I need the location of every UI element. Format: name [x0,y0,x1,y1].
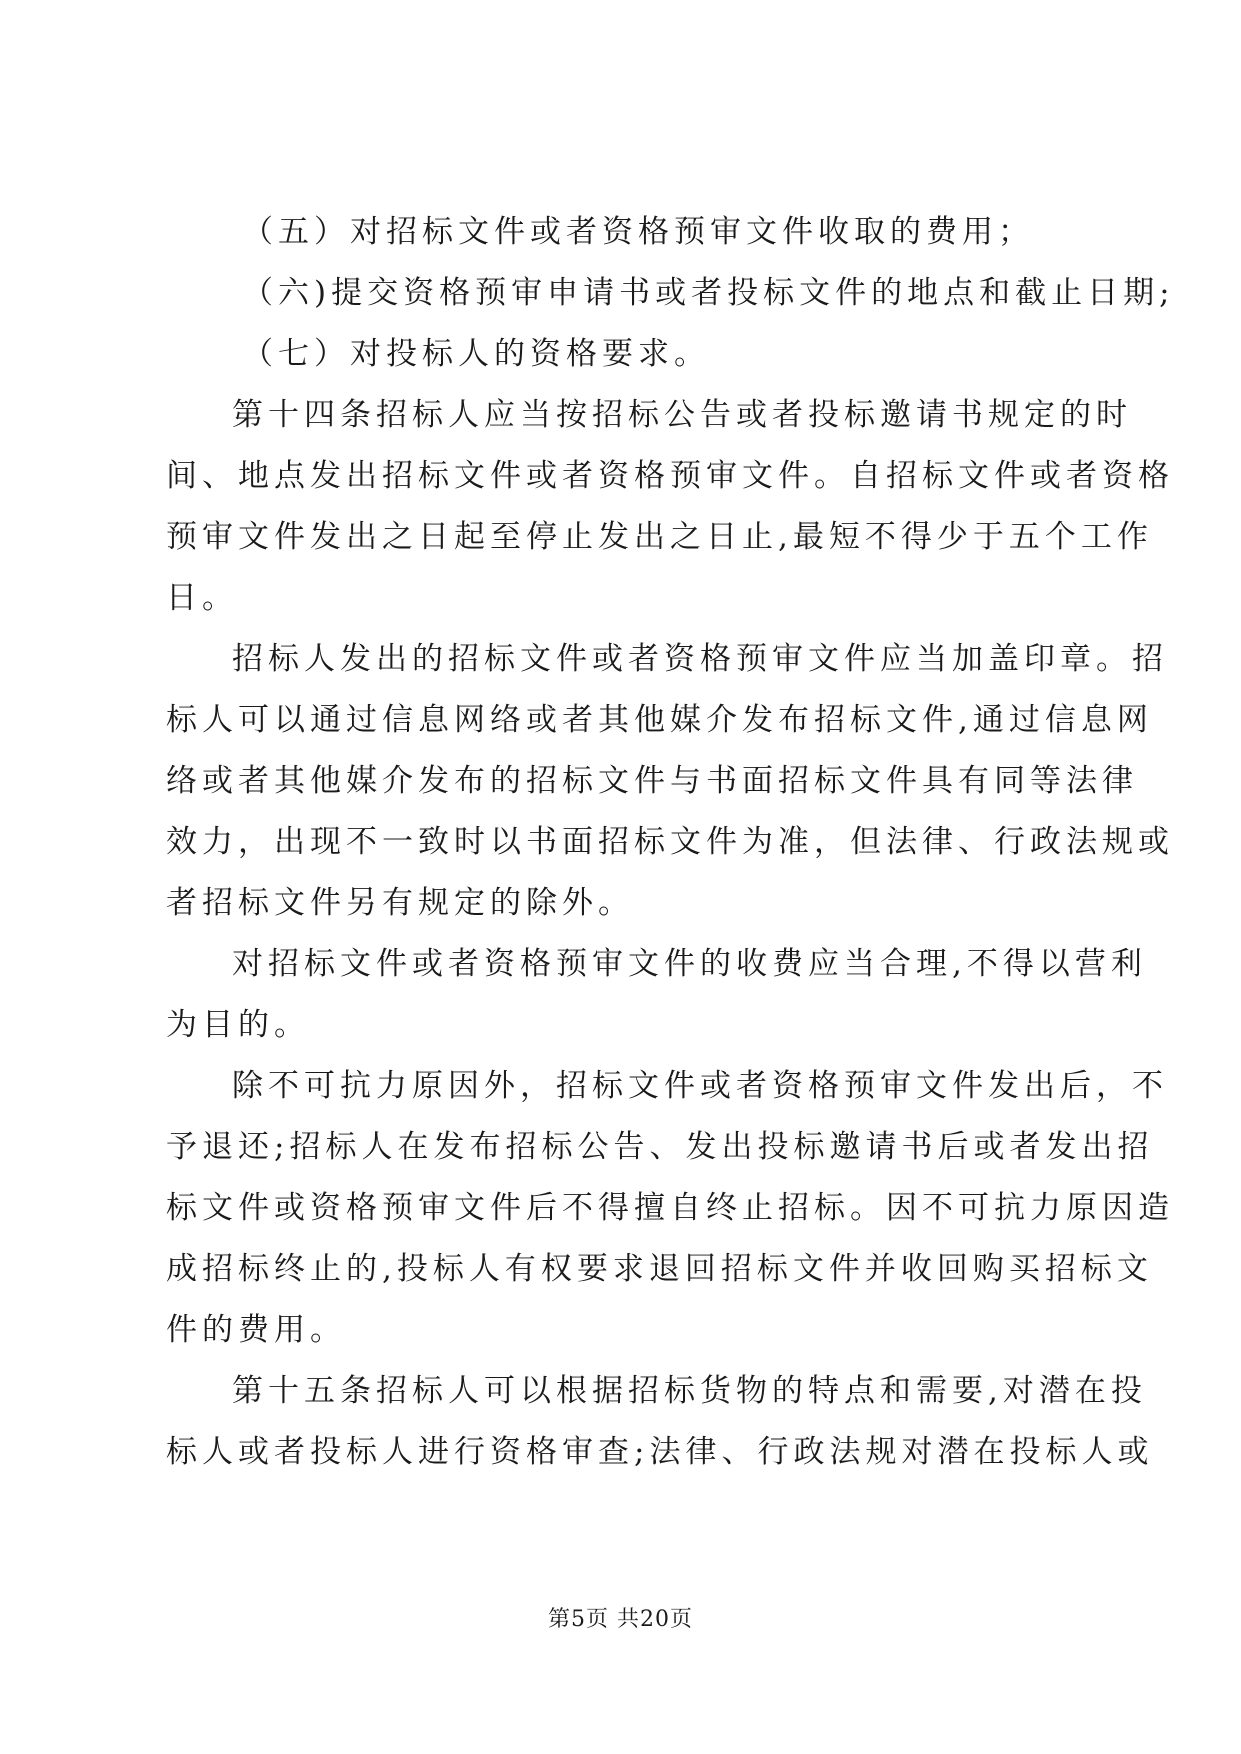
text-line: 予退还;招标人在发布招标公告、发出投标邀请书后或者发出招 [166,1129,1154,1165]
text-line: 成招标终止的,投标人有权要求退回招标文件并收回购买招标文 [166,1251,1153,1287]
document-body [166,202,1175,1483]
text-line: 效力，出现不一致时以书面招标文件为准，但法律、行政法规或 [166,824,1174,860]
text-line: 为目的。 [166,1007,310,1043]
text-line: 络或者其他媒介发布的招标文件与书面招标文件具有同等法律 [166,763,1138,799]
text-line: 预审文件发出之日起至停止发出之日止,最短不得少于五个工作 [166,519,1153,555]
text-line: 第十五条招标人可以根据招标货物的特点和需要,对潜在投 [232,1373,1147,1409]
page-number-footer: 第5页 共20页 [548,1607,693,1632]
text-line: 标文件或资格预审文件后不得擅自终止招标。因不可抗力原因造 [166,1190,1174,1226]
text-line: 第十四条招标人应当按招标公告或者投标邀请书规定的时 [232,397,1132,433]
text-line: 件的费用。 [166,1312,346,1348]
text-line: 日。 [166,580,238,616]
text-line: 间、地点发出招标文件或者资格预审文件。自招标文件或者资格 [166,458,1174,494]
text-line: 对招标文件或者资格预审文件的收费应当合理,不得以营利 [232,946,1147,982]
text-line: 标人可以通过信息网络或者其他媒介发布招标文件,通过信息网 [166,702,1153,738]
text-line: 者招标文件另有规定的除外。 [166,885,634,921]
text-line: 标人或者投标人进行资格审查;法律、行政法规对潜在投标人或 [166,1434,1154,1470]
text-line: （七）对投标人的资格要求。 [242,336,710,372]
text-line: （六)提交资格预审申请书或者投标文件的地点和截止日期; [242,275,1175,311]
text-line: 除不可抗力原因外，招标文件或者资格预审文件发出后，不 [232,1068,1168,1104]
text-line: 招标人发出的招标文件或者资格预审文件应当加盖印章。招 [232,641,1168,677]
text-line: （五）对招标文件或者资格预审文件收取的费用； [242,214,1034,250]
